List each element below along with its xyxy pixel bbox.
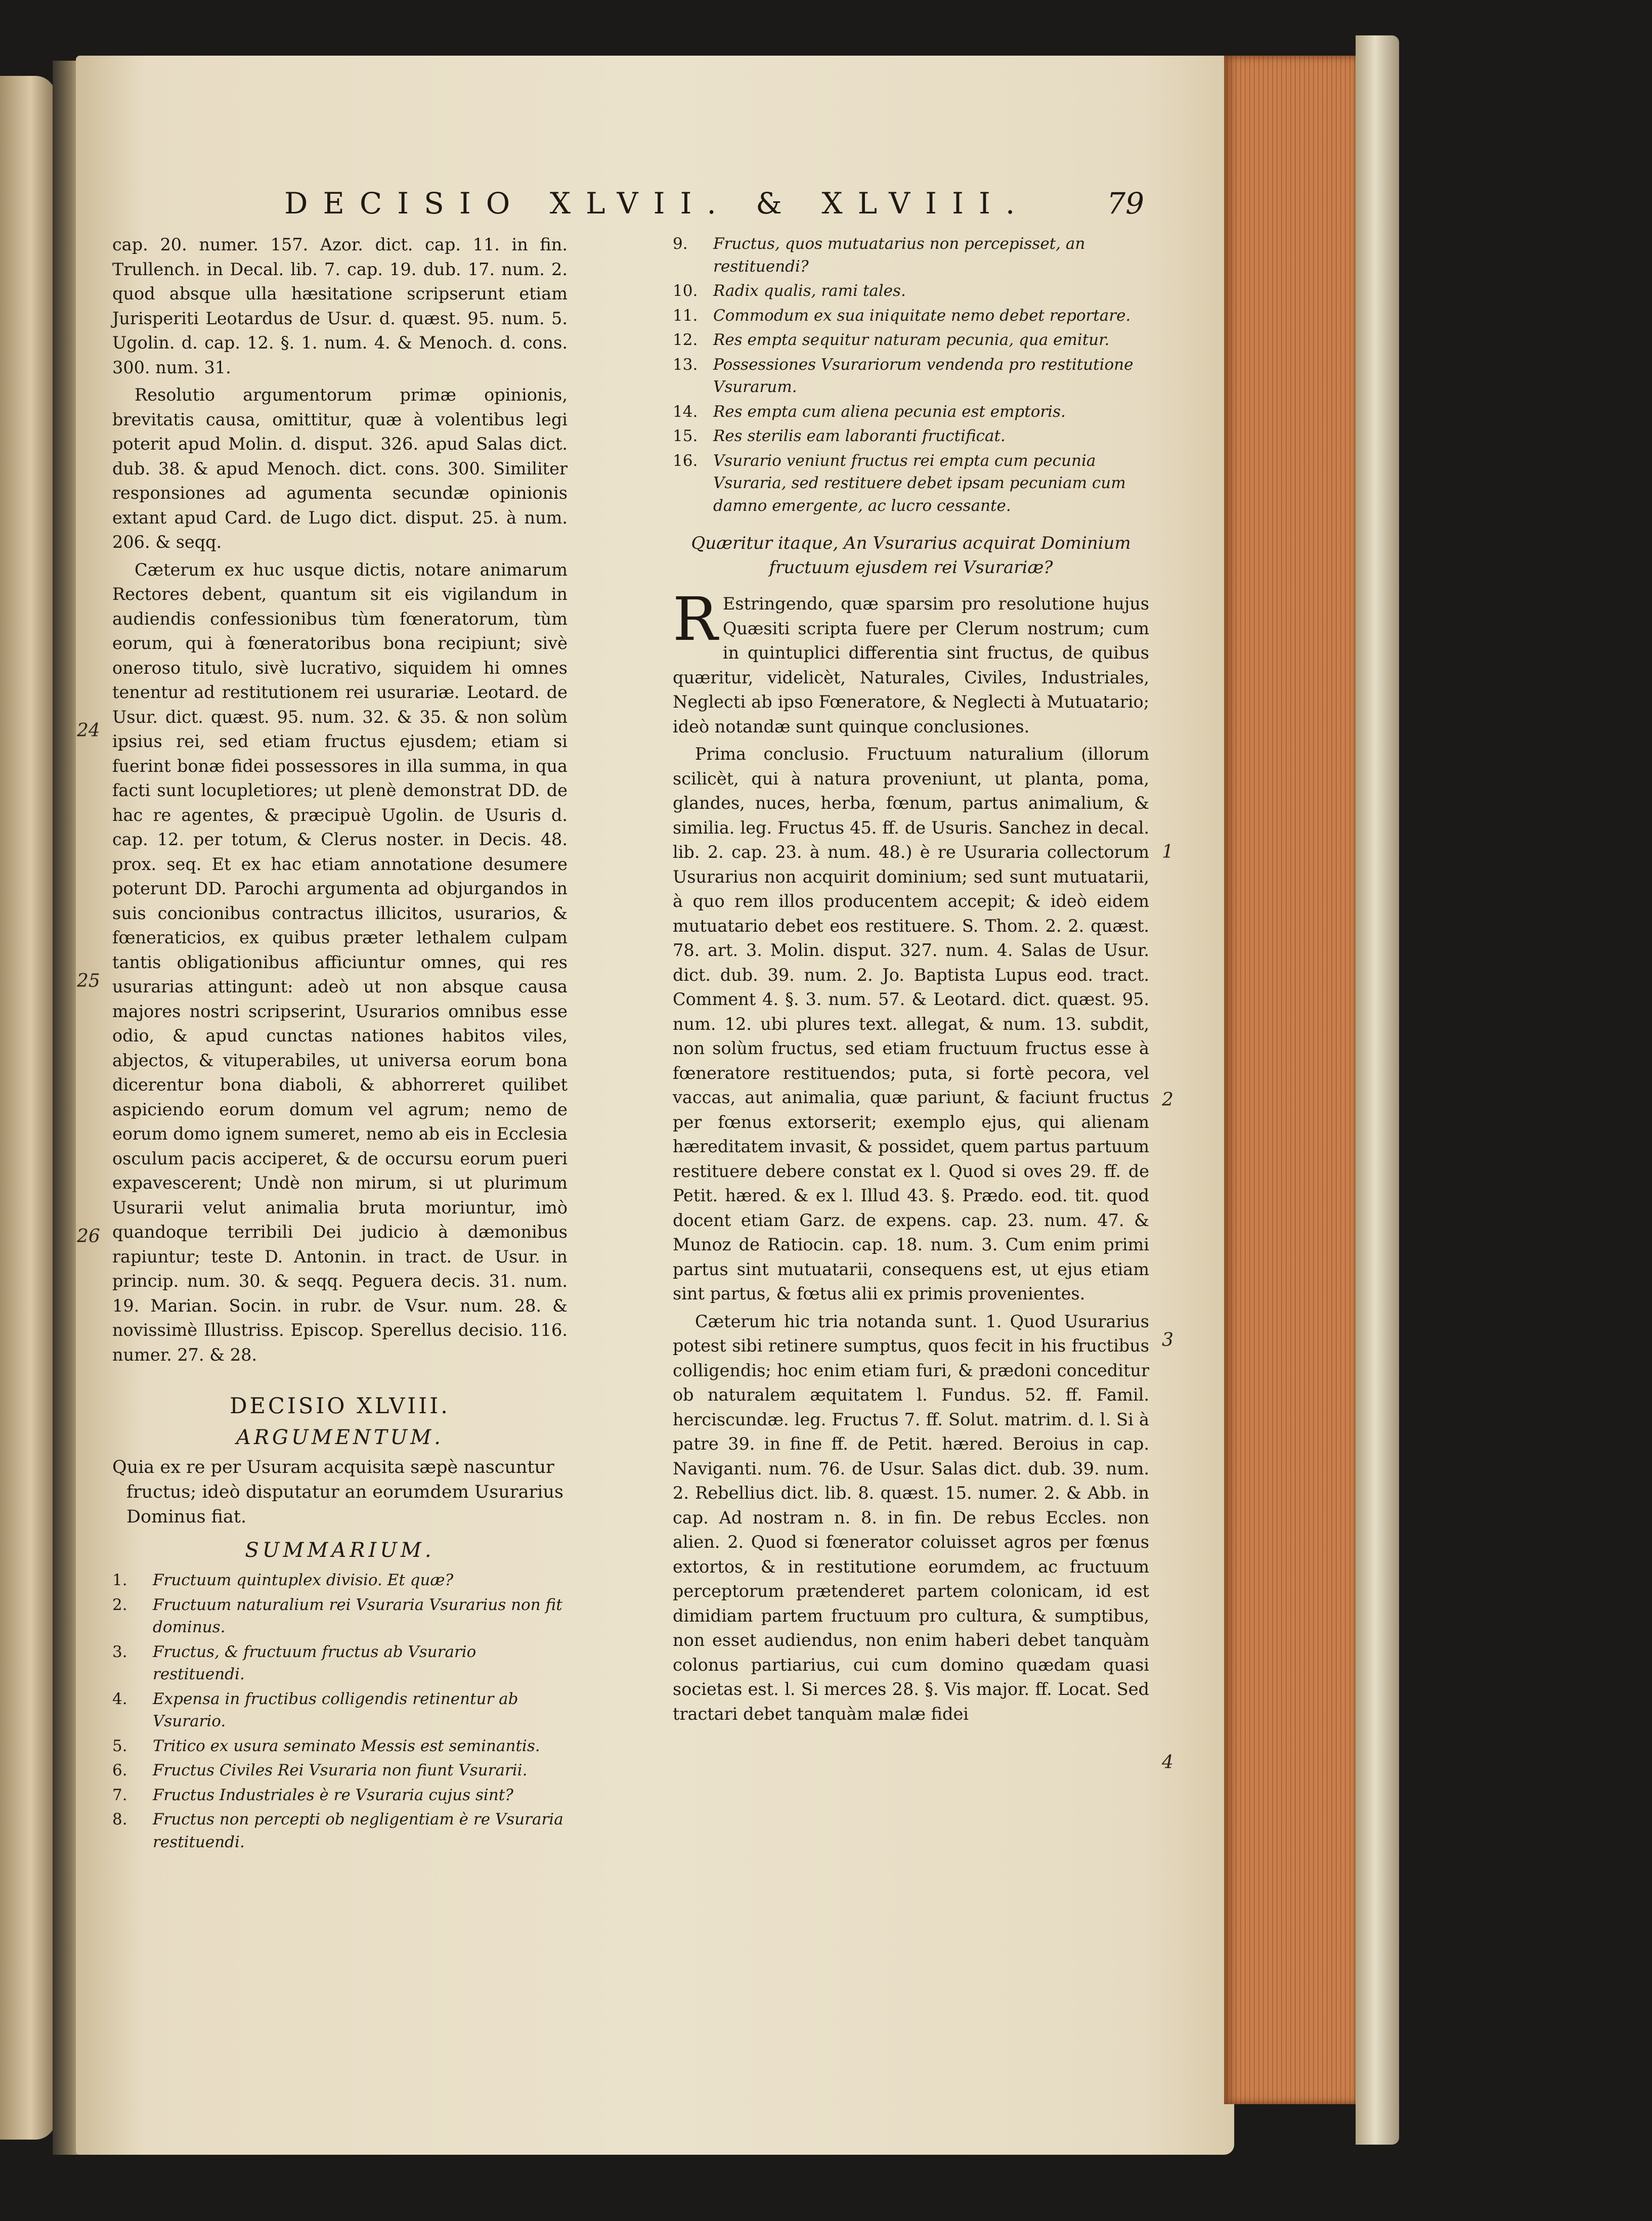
- paragraph: [673, 584, 1149, 739]
- item-text: Expensa in fructibus colligendis retinentur ab Vsurario.: [153, 1689, 518, 1730]
- summarium-item: [673, 280, 1149, 302]
- summarium-list: [112, 1569, 568, 1853]
- paragraph: Cæterum hic tria notanda sunt. 1. Quod Usurarius potest sibi retinere sumptus, quos fecit in his fructibus colligendis; hoc enim etiam furi, & prædoni conceditur ob naturalem æquitatem l. Fundus. 52. ff. Famil. herciscundæ. leg. Fructus 7. ff. Solut. matrim. d. l. Si à patre 39. in fine ff. de Petit. hæred. Beroius in cap. Naviganti. num. 76. de Usur. Salas dict. dub. 39. num. 2. Rebellius dict. lib. 8. quæst. 15. numer. 2. & Abb. in cap. Ad nostram n. 8. in fin. De rebus Eccles. non alien. 2. Quod si fœnerator coluisset agros per fœnus extortos, & in restitutione eorumdem, ac fructuum perceptorum prætenderet partem colonicam, id est dimidiam partem fructuum pro cultura, & sumptibus, non esset audiendus, non enim haberi debet tanquàm colonus partiarius, cui cum domino quædam quasi societas est. l. Si merces 28. §. Vis major. ff. Locat. Sed tractari debet tanquàm malæ fidei: [673, 1311, 1149, 1724]
- summarium-item: [112, 1688, 568, 1733]
- item-number: 5.: [112, 1736, 127, 1755]
- summarium-item: [673, 233, 1149, 278]
- item-number: 10.: [673, 282, 698, 300]
- text-block: [77, 185, 1173, 1985]
- item-text: Fructus, quos mutuatarius non percepisset, an restituendi?: [713, 235, 1085, 276]
- summarium-item: [112, 1735, 568, 1758]
- running-head: DECISIO XLVII. & XLVIII.: [284, 186, 1030, 221]
- item-text: Fructus non percepti ob negligentiam è re Vsuraria restituendi.: [153, 1810, 563, 1851]
- item-text: Res sterilis eam laboranti fructificat.: [713, 427, 1006, 445]
- summarium-item: [673, 401, 1149, 423]
- item-number: 4.: [112, 1689, 127, 1708]
- summarium-item: [673, 304, 1149, 327]
- paragraph: Prima conclusio. Fructuum naturalium (illorum scilicèt, qui à natura proveniunt, ut planta, poma, glandes, nuces, herba, fœnum, partus animalium, & similia. leg. Fructus 45. ff. de Usuris. Sanchez in decal. lib. 2. cap. 23. à num. 48.) è re Usuraria collectorum Usurarius non acquirit dominium; sed sunt mutuatarii, à quo rem illos producentem accepit; & ideò eidem mutuatario debet eos restituere. S. Thom. 2. 2. quæst. 78. art. 3. Molin. disput. 327. num. 4. Salas de Usur. dict. dub. 39. num. 2. Jo. Baptista Lupus eod. tract. Comment 4. §. 3. num. 57. & Leotard. dict. quæst. 95. num. 12. ubi plures text. allegat, & num. 13. subdit, non solùm fructus, sed etiam fructuum fructus esse à fœneratore restituendos; puta, si fortè pecora, vel vaccas, aut animalia, quæ pariunt, & faciunt fructus per fœnus extorserit; exemplo ejus, qui alienam hæreditatem invasit, & possidet, quem partus partuum restituere debere constat ex l. Quod si oves 29. ff. de Petit. hæred. & ex l. Illud 43. §. Prædo. eod. tit. quod docent etiam Garz. de expens. cap. 23. num. 47. & Munoz de Ratiocin. cap. 18. num. 3. Cum enim primi partus sint mutuatarii, consequens est, ut ejus etiam sint partus, & fœtus alii ex primis provenientes.: [673, 744, 1149, 1303]
- decisio-title: DECISIO XLVIII.: [230, 1393, 450, 1419]
- argumentum-text: Quia ex re per Usuram acquisita sæpè nascuntur fructus; ideò disputatur an eorumdem Usurarius Dominus fiat.: [112, 1457, 563, 1527]
- paragraph: cap. 20. numer. 157. Azor. dict. cap. 11. in fin. Trullench. in Decal. lib. 7. cap. 19. dub. 17. num. 2. quod absque ulla hæsitatione scripserunt etiam Jurisperiti Leotardus de Usur. d. quæst. 95. num. 5. Ugolin. d. cap. 12. §. 1. num. 4. & Menoch. d. cons. 300. num. 31.: [112, 235, 568, 377]
- item-number: 9.: [673, 235, 688, 253]
- margin-number: 24: [77, 720, 100, 741]
- item-number: 8.: [112, 1810, 127, 1828]
- drop-cap: R: [673, 584, 718, 654]
- margin-number: 25: [77, 971, 100, 991]
- item-text: Fructus Civiles Rei Vsuraria non fiunt Vsurarii.: [153, 1761, 528, 1779]
- item-number: 3.: [112, 1642, 127, 1661]
- summarium-item: [673, 329, 1149, 352]
- margin-number: 1: [1162, 842, 1173, 862]
- paragraph: Cæterum ex huc usque dictis, notare animarum Rectores debent, quantum sit eis vigilandum in audiendis confessionibus tùm fœneratorum, tùm eorum, qui à fœneratoribus bona recipiunt; sivè oneroso titulo, sivè lucrativo, siquidem hi omnes tenentur ad restitutionem rei usurariæ. Leotard. de Usur. dict. quæst. 95. num. 32. & 35. & non solùm ipsius rei, sed etiam fructus ejusdem; etiam si fuerint bonæ fidei possessores in illa summa, in qua facti sunt locupletiores; ut plenè demonstrat DD. de hac re agentes, & præcipuè Ugolin. de Usuris d. cap. 12. per totum, & Clerus noster. in Decis. 48. prox. seq. Et ex hac etiam annotatione desumere poterunt DD. Parochi argumenta ad objurgandos in suis concionibus contractus illicitos, usurarios, & fœneraticios, ex quibus præter lethalem culpam tantis obligationibus afficiuntur omnes, qui res usurarias attingunt: adeò ut non absque causa majores nostri scripserint, Usurarios omnibus esse odio, & apud cunctas nationes habitos viles, abjectos, & vituperabiles, ut universa eorum bona dicerentur bona diaboli, & abhorreret quilibet aspiciendo eorum domum vel agrum; nemo de eorum domo ignem sumeret, nemo ab eis in Ecclesia osculum pacis acciperet, & de occursu eorum pueri expavescerent; Undè non mirum, si ut plurimum Usurarii velut animalia bruta moriuntur, imò quandoque terribili Dei judicio à dæmonibus rapiuntur; teste D. Antonin. in tract. de Usur. in princip. num. 30. & seqq. Peguera decis. 31. num. 19. Marian. Socin. in rubr. de Vsur. num. 28. & novissimè Illustriss. Episcop. Sperellus decisio. 116. numer. 27. & 28.: [112, 559, 568, 1365]
- item-text: Tritico ex usura seminato Messis est seminantis.: [153, 1736, 540, 1755]
- summarium-item: [112, 1594, 568, 1639]
- summarium-item: [673, 425, 1149, 448]
- question-heading: Quæritur itaque, An Vsurarius acquirat Dominium fructuum ejusdem rei Vsurariæ?: [691, 533, 1131, 578]
- summarium-item: [112, 1569, 568, 1592]
- item-number: 13.: [673, 355, 698, 374]
- item-text: Res empta sequitur naturam pecunia, qua emitur.: [713, 331, 1110, 349]
- item-text: Fructuum naturalium rei Vsuraria Vsurarius non fit dominus.: [153, 1595, 562, 1636]
- margin-number: 4: [1162, 1752, 1173, 1773]
- summarium-item: [112, 1759, 568, 1782]
- argumentum-title: ARGUMENTUM.: [236, 1426, 444, 1449]
- item-text: Commodum ex sua iniquitate nemo debet reportare.: [713, 306, 1131, 325]
- summarium-list-continued: [673, 233, 1149, 517]
- item-text: Radix qualis, rami tales.: [713, 282, 906, 300]
- left-column: [112, 233, 568, 1983]
- item-text: Fructuum quintuplex divisio. Et quæ?: [153, 1571, 454, 1589]
- paragraph-text: Estringendo, quæ sparsim pro resolutione hujus Quæsiti scripta fuere per Clerum nostrum; cum in quintuplici differentia sint fructus, de quibus quæritur, videlicèt, Naturales, Civiles, Industriales, Neglecti ab ipso Fœneratore, & Neglecti à Mutuatario; ideò notandæ sunt quinque conclusiones.: [673, 594, 1149, 736]
- item-number: 16.: [673, 451, 698, 470]
- vellum-cover: [1356, 35, 1399, 2145]
- item-text: Fructus Industriales è re Vsuraria cujus sint?: [153, 1785, 513, 1804]
- margin-number: 26: [77, 1226, 100, 1247]
- item-number: 6.: [112, 1761, 127, 1779]
- item-number: 2.: [112, 1595, 127, 1614]
- summarium-item: [112, 1784, 568, 1807]
- margin-number: 2: [1162, 1090, 1173, 1110]
- item-text: Vsurario veniunt fructus rei empta cum pecunia Vsuraria, sed restituere debet ipsam pecuniam cum damno emergente, ac lucro cessante.: [713, 451, 1126, 515]
- margin-number: 3: [1162, 1330, 1173, 1351]
- summarium-title: SUMMARIUM.: [245, 1539, 435, 1562]
- paragraph: Resolutio argumentorum primæ opinionis, brevitatis causa, omittitur, quæ à volentibus legi poterit apud Molin. d. disput. 326. apud Salas dict. dub. 38. & apud Menoch. dict. cons. 300. Similiter responsiones ad agumenta secundæ opinionis extant apud Card. de Lugo dict. disput. 25. à num. 206. & seqq.: [112, 385, 568, 552]
- right-column: [673, 233, 1149, 1983]
- summarium-item: [112, 1641, 568, 1686]
- item-number: 1.: [112, 1571, 127, 1589]
- item-number: 7.: [112, 1785, 127, 1804]
- item-text: Res empta cum aliena pecunia est emptoris.: [713, 402, 1066, 421]
- item-number: 15.: [673, 427, 698, 445]
- summarium-item: [673, 354, 1149, 399]
- red-page-edges: [1224, 56, 1362, 2104]
- summarium-item: [673, 450, 1149, 517]
- page-header: [112, 185, 1149, 223]
- item-number: 14.: [673, 402, 698, 421]
- page-number: 79: [1107, 186, 1144, 221]
- summarium-item: [112, 1808, 568, 1853]
- item-text: Possessiones Vsurariorum vendenda pro restitutione Vsurarum.: [713, 355, 1134, 396]
- facing-page-edge: [0, 76, 56, 2140]
- item-number: 12.: [673, 331, 698, 349]
- item-number: 11.: [673, 306, 698, 325]
- item-text: Fructus, & fructuum fructus ab Vsurario restituendi.: [153, 1642, 476, 1683]
